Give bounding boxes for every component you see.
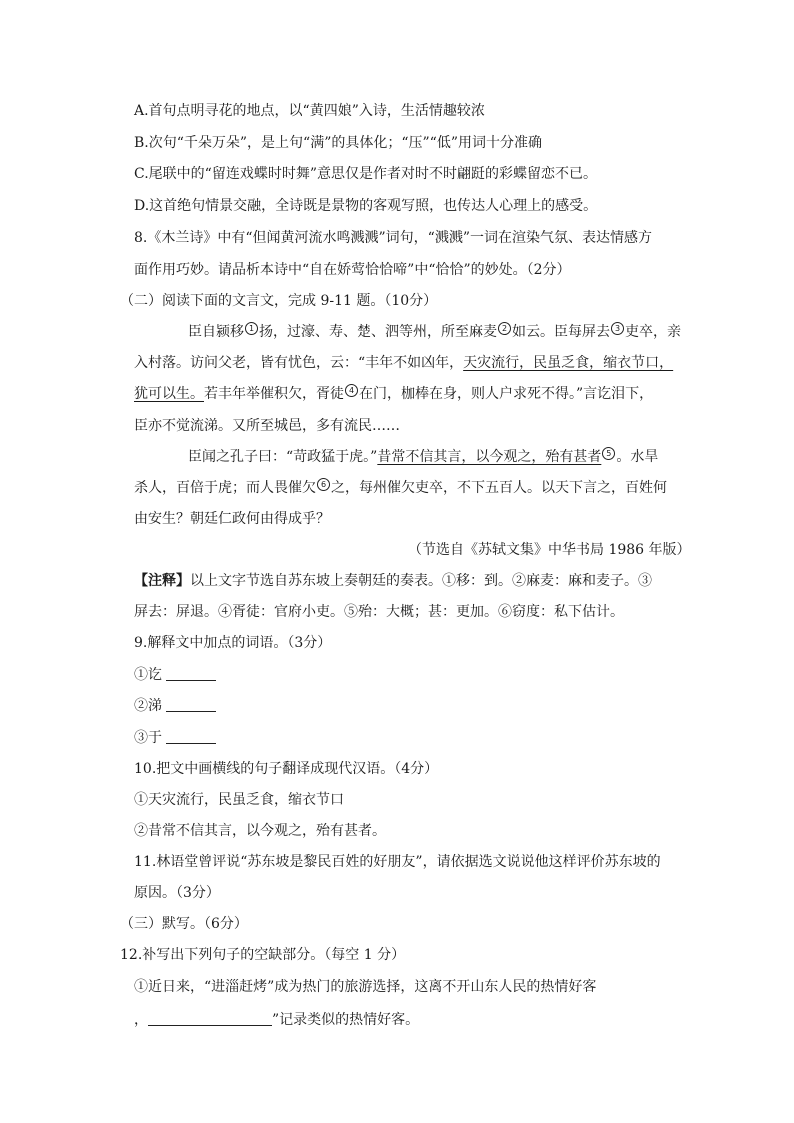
answer-blank[interactable]: [166, 697, 216, 712]
question-11-line-1: 11.林语堂曾评说“苏东坡是黎民百姓的好朋友”，请依据选文说说他这样评价苏东坡的: [134, 854, 661, 870]
question-12-title: 12.补写出下列句子的空缺部分。（每空 1 分）: [120, 947, 406, 963]
text: ①讫: [134, 667, 162, 683]
question-11-line-2: 原因。（3分）: [134, 885, 220, 901]
text: 吏卒，亲: [625, 324, 681, 340]
note-marker: 6: [317, 478, 330, 491]
text: 若丰年举催积欠，胥徒: [204, 386, 344, 402]
text: ”记录类似的热情好客。: [272, 1012, 420, 1028]
passage-p2-line-3: 由安生？朝廷仁政何由得成乎？: [134, 511, 330, 527]
notes-line-1: [134, 571, 652, 591]
answer-blank[interactable]: [148, 1011, 272, 1026]
note-marker: 5: [602, 447, 615, 460]
question-9-title: 9.解释文中加点的词语。（3分）: [134, 635, 332, 651]
underlined-sentence: 天灾流行，民虽乏食，缩衣节口，: [463, 355, 674, 371]
underlined-sentence: 昔常不信其言，以今观之，殆有甚者: [377, 449, 602, 465]
question-10-item-2: ②昔常不信其言，以今观之，殆有甚者。: [134, 823, 386, 839]
question-8-line-1: 8.《木兰诗》中有“但闻黄河流水鸣溅溅”词句，“溅溅”一词在渲染气氛、表达情感方: [134, 230, 652, 246]
section-2-heading: （二）阅读下面的文言文，完成 9-11 题。（10分）: [120, 293, 438, 309]
text: 。水旱: [616, 449, 659, 465]
text: ，: [134, 1012, 148, 1028]
underlined-sentence: 犹可以生。: [134, 386, 204, 402]
option-d: D.这首绝句情景交融，全诗既是景物的客观写照，也传达人心理上的感受。: [134, 198, 598, 214]
text: 之，每州催欠吏卒，不下五百人。以天下言之，百姓何: [331, 480, 667, 496]
text: ③于: [134, 730, 162, 746]
question-10-item-1: ①天灾流行，民虽乏食，缩衣节口: [134, 792, 344, 808]
text: 扬，过濠、寿、楚、泗等州，所至麻麦: [259, 324, 497, 340]
option-a: A.首句点明寻花的地点，以“黄四娘”入诗，生活情趣较浓: [134, 103, 485, 119]
question-9-item-2: [134, 696, 216, 716]
answer-blank[interactable]: [166, 666, 216, 681]
question-9-item-1: [134, 665, 216, 685]
question-8-line-2: 面作用巧妙。请品析本诗中“自在娇莺恰恰啼”中“恰恰”的妙处。（2分）: [134, 262, 571, 278]
note-marker: 1: [245, 322, 258, 335]
passage-p1-line-4: 臣亦不觉流涕。又所至城邑，多有流民……: [134, 418, 400, 434]
note-marker: 3: [611, 322, 624, 335]
passage-source: （节选自《苏轼文集》中华书局 1986 年版）: [408, 542, 691, 558]
passage-p1-line-2: [134, 353, 673, 373]
passage-p2-line-1: [188, 447, 658, 467]
question-9-item-3: [134, 728, 216, 748]
question-10-title: 10.把文中画横线的句子翻译成现代汉语。（4分）: [134, 761, 439, 777]
question-12-line-1: ①近日来，“进淄赶烤”成为热门的旅游选择，这离不开山东人民的热情好客: [134, 979, 597, 995]
answer-blank[interactable]: [166, 729, 216, 744]
text: 臣自颍移: [188, 324, 244, 340]
question-12-line-2: [134, 1010, 419, 1030]
notes-line-2: 屏去：屏退。④胥徒：官府小吏。⑤殆：大概；甚：更加。⑥窃度：私下估计。: [134, 604, 624, 620]
notes-label: 【注释】: [134, 573, 190, 589]
text: 臣闻之孔子曰：“苛政猛于虎。”: [188, 449, 378, 465]
text: 杀人，百倍于虎；而人畏催欠: [134, 480, 316, 496]
text: 以上文字节选自苏东坡上奏朝廷的奏表。①移：到。②麻麦：麻和麦子。③: [190, 573, 652, 589]
passage-p2-line-2: [134, 478, 667, 498]
text: ②涕: [134, 698, 162, 714]
text: 在门，枷棒在身，则人户求死不得。”言讫泪下，: [359, 386, 654, 402]
text: 入村落。访问父老，皆有忧色，云：“丰年不如凶年，: [134, 355, 464, 371]
passage-p1-line-3: [134, 384, 653, 404]
option-b: B.次句“千朵万朵”，是上句“满”的具体化；“压”“低”用词十分准确: [134, 135, 542, 151]
section-3-heading: （三）默写。（6分）: [120, 916, 248, 932]
note-marker: 2: [498, 322, 511, 335]
passage-p1-line-1: [188, 322, 681, 342]
note-marker: 4: [345, 384, 358, 397]
text: 如云。臣每屏去: [512, 324, 610, 340]
option-c: C.尾联中的“留连戏蝶时时舞”意思仅是作者对时不时翩跹的彩蝶留恋不已。: [134, 166, 597, 182]
